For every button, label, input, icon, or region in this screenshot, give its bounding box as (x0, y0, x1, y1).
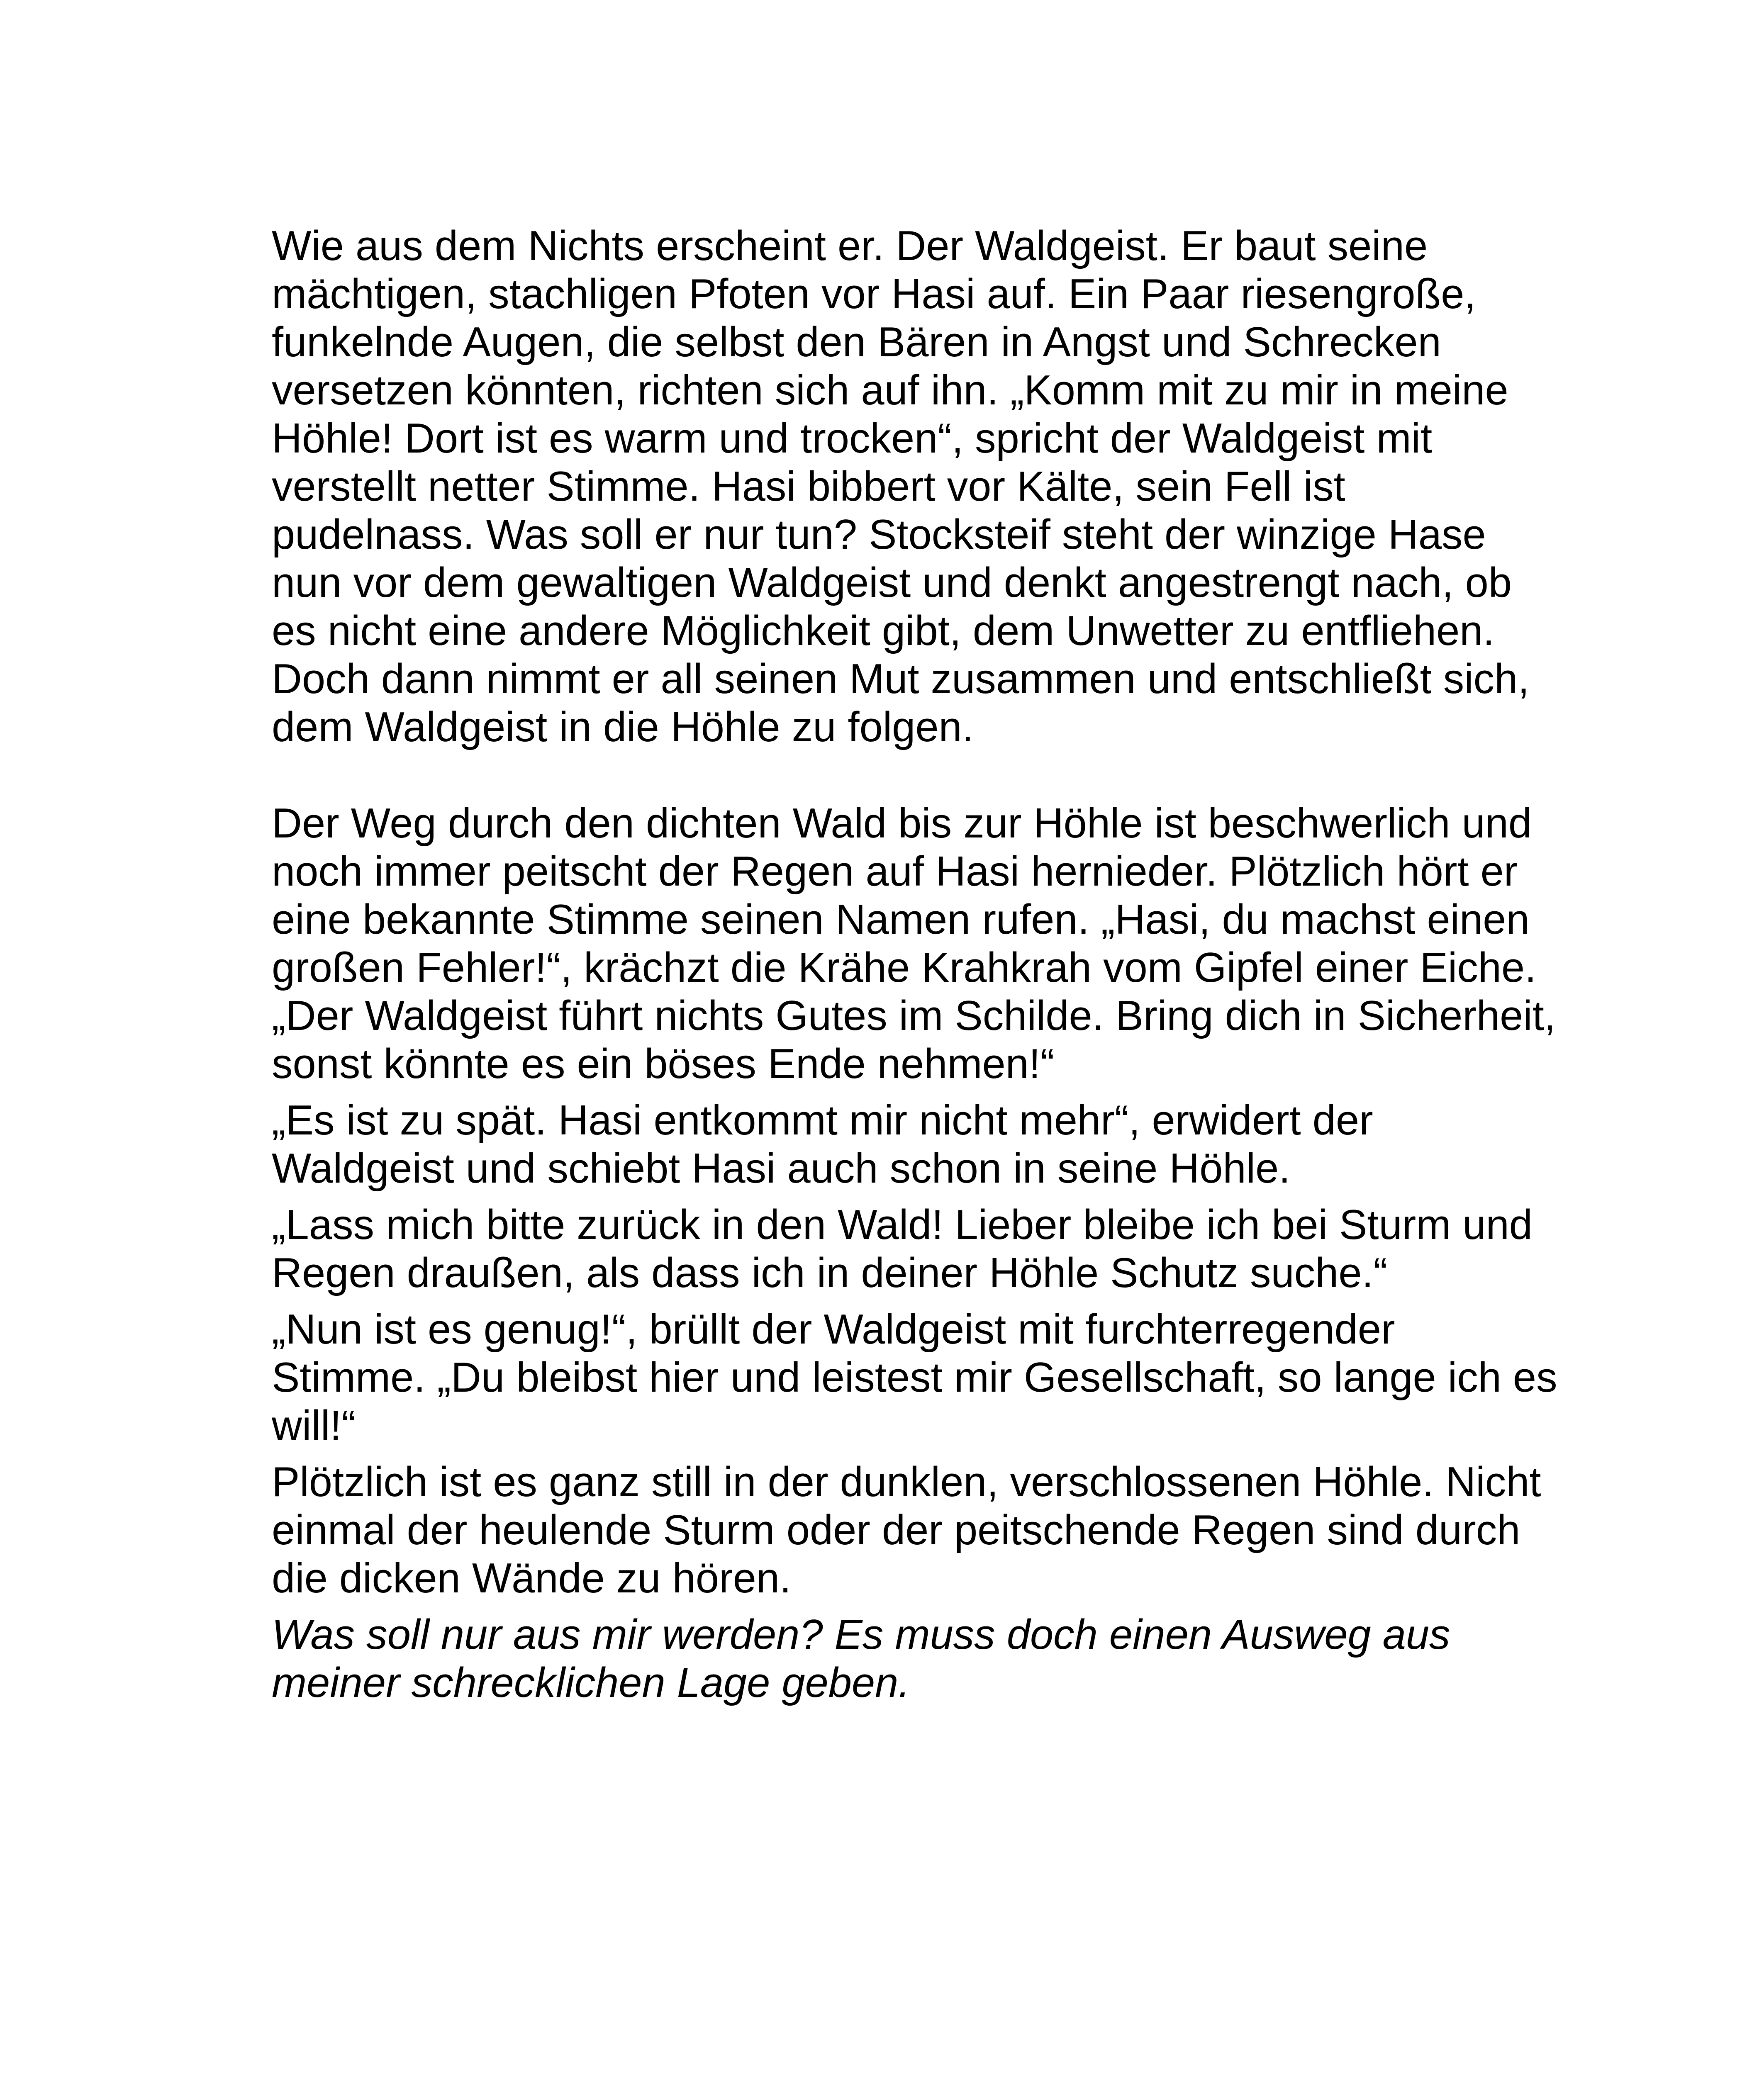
italic-thought: Was soll nur aus mir werden? Es muss doch einen Ausweg aus meiner schrecklichen Lage geben. (272, 1611, 1450, 1706)
body-text (272, 222, 1558, 1707)
paragraph-waldgeist-appears: Wie aus dem Nichts erscheint er. Der Waldgeist. Er baut seine mächtigen, stachligen Pfoten vor Hasi auf. Ein Paar riesengroße, funkelnde Augen, die selbst den Bären in Angst und Schrecken versetzen könnten, richten sich auf ihn. „Komm mit zu mir in meine Höhle! Dort ist es warm und trocken“, spricht der Waldgeist mit verstellt netter Stimme. Hasi bibbert vor Kälte, sein Fell ist pudelnass. Was soll er nur tun? Stocksteif steht der winzige Hase nun vor dem gewaltigen Waldgeist und denkt angestrengt nach, ob es nicht eine andere Möglichkeit gibt, dem Unwetter zu entfliehen. Doch dann nimmt er all seinen Mut zusammen und entschließt sich, dem Waldgeist in die Höhle zu folgen. (272, 223, 1530, 750)
paragraph-too-late: „Es ist zu spät. Hasi entkommt mir nicht mehr“, erwidert der Waldgeist und schiebt Hasi auch schon in seine Höhle. (272, 1097, 1373, 1192)
paragraph-silence: Plötzlich ist es ganz still in der dunklen, verschlossenen Höhle. Nicht einmal der heulende Sturm oder der peitschende Regen sind durch die dicken Wände zu hören. (272, 1459, 1541, 1602)
section-gap (272, 751, 1558, 799)
paragraph-let-me-go: „Lass mich bitte zurück in den Wald! Lieber bleibe ich bei Sturm und Regen draußen, als dass ich in deiner Höhle Schutz suche.“ (272, 1202, 1533, 1296)
paragraph-path-to-cave: Der Weg durch den dichten Wald bis zur Höhle ist beschwerlich und noch immer peitscht der Regen auf Hasi hernieder. Plötzlich hört er eine bekannte Stimme seinen Namen rufen. „Hasi, du machst einen großen Fehler!“, krächzt die Krähe Krahkrah vom Gipfel einer Eiche. „Der Waldgeist führt nichts Gutes im Schilde. Bring dich in Sicherheit, sonst könnte es ein böses Ende nehmen!“ (272, 800, 1556, 1087)
paragraph-enough: „Nun ist es genug!“, brüllt der Waldgeist mit furchterregender Stimme. „Du bleibst hier und leistest mir Gesellschaft, so lange ich es will!“ (272, 1306, 1557, 1449)
